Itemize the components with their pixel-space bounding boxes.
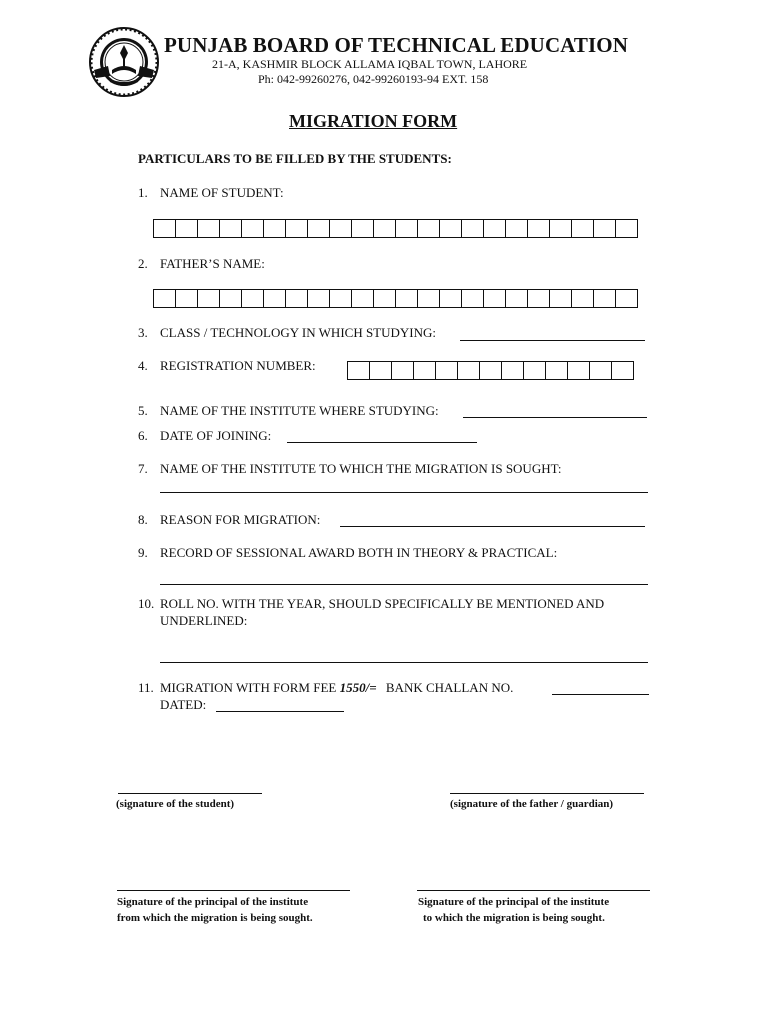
- question-7: [138, 461, 562, 477]
- principal-from-label-2: from which the migration is being sought.: [117, 912, 313, 924]
- question-number: 9.: [138, 545, 148, 560]
- question-number: 5.: [138, 403, 148, 418]
- father-name-boxes[interactable]: [153, 289, 638, 308]
- class-technology-blank[interactable]: [460, 340, 645, 341]
- question-label: NAME OF STUDENT:: [160, 185, 284, 200]
- principal-to-label-1: Signature of the principal of the institute: [418, 896, 610, 908]
- question-number: 11.: [138, 680, 154, 695]
- question-label: DATE OF JOINING:: [160, 428, 272, 443]
- reason-for-migration-blank[interactable]: [340, 526, 645, 527]
- question-3: [138, 325, 436, 341]
- question-label: MIGRATION WITH FORM FEE: [160, 680, 337, 695]
- roll-number-blank[interactable]: [160, 662, 648, 663]
- question-5: [138, 403, 439, 419]
- question-label: REGISTRATION NUMBER:: [160, 358, 316, 373]
- question-1: [138, 185, 284, 201]
- sessional-award-blank[interactable]: [160, 584, 648, 585]
- bank-challan-blank[interactable]: [552, 694, 649, 695]
- question-10: [138, 596, 604, 612]
- father-signature-line[interactable]: [450, 793, 644, 794]
- question-number: 6.: [138, 428, 148, 443]
- question-8: [138, 512, 320, 528]
- dated-label: DATED:: [160, 697, 207, 712]
- question-number: 8.: [138, 512, 148, 527]
- question-label: NAME OF THE INSTITUTE TO WHICH THE MIGRATION IS SOUGHT:: [160, 461, 562, 476]
- institute-where-studying-blank[interactable]: [463, 417, 647, 418]
- question-9: [138, 545, 557, 561]
- question-number: 10.: [138, 596, 155, 611]
- question-number: 3.: [138, 325, 148, 340]
- question-11: [138, 680, 513, 696]
- question-2: [138, 256, 265, 272]
- dated-blank[interactable]: [216, 711, 344, 712]
- question-label-line1: ROLL NO. WITH THE YEAR, SHOULD SPECIFICALLY BE MENTIONED AND: [160, 596, 605, 611]
- registration-number-boxes[interactable]: [347, 361, 634, 380]
- question-label: REASON FOR MIGRATION:: [160, 512, 321, 527]
- father-signature-label: (signature of the father / guardian): [450, 798, 614, 810]
- date-of-joining-blank[interactable]: [287, 442, 477, 443]
- org-title: PUNJAB BOARD OF TECHNICAL EDUCATION: [164, 33, 628, 57]
- form-fee-amount: 1550/=: [339, 680, 377, 695]
- question-label: FATHER’S NAME:: [160, 256, 265, 271]
- student-name-boxes[interactable]: [153, 219, 638, 238]
- question-number: 4.: [138, 358, 148, 373]
- institute-migration-sought-blank[interactable]: [160, 492, 648, 493]
- question-label: RECORD OF SESSIONAL AWARD BOTH IN THEORY & PRACTICAL:: [160, 545, 558, 560]
- particulars-heading: PARTICULARS TO BE FILLED BY THE STUDENTS:: [138, 151, 452, 166]
- question-number: 2.: [138, 256, 148, 271]
- question-number: 1.: [138, 185, 148, 200]
- student-signature-label: (signature of the student): [116, 798, 235, 810]
- student-signature-line[interactable]: [118, 793, 262, 794]
- principal-to-signature-line[interactable]: [417, 890, 650, 891]
- question-number: 7.: [138, 461, 148, 476]
- board-seal-logo: [88, 26, 160, 98]
- org-address: 21-A, KASHMIR BLOCK ALLAMA IQBAL TOWN, LAHORE: [212, 57, 528, 71]
- principal-from-label-1: Signature of the principal of the institute: [117, 896, 309, 908]
- question-label: CLASS / TECHNOLOGY IN WHICH STUDYING:: [160, 325, 437, 340]
- principal-from-signature-line[interactable]: [117, 890, 350, 891]
- question-4: [138, 358, 316, 374]
- question-10-line2: UNDERLINED:: [160, 613, 248, 628]
- principal-to-label-2: to which the migration is being sought.: [423, 912, 605, 924]
- question-label: NAME OF THE INSTITUTE WHERE STUDYING:: [160, 403, 439, 418]
- bank-challan-label: BANK CHALLAN NO.: [385, 680, 514, 695]
- org-phone: Ph: 042-99260276, 042-99260193-94 EXT. 158: [258, 72, 489, 86]
- question-6: [138, 428, 271, 444]
- form-title: MIGRATION FORM: [289, 111, 458, 131]
